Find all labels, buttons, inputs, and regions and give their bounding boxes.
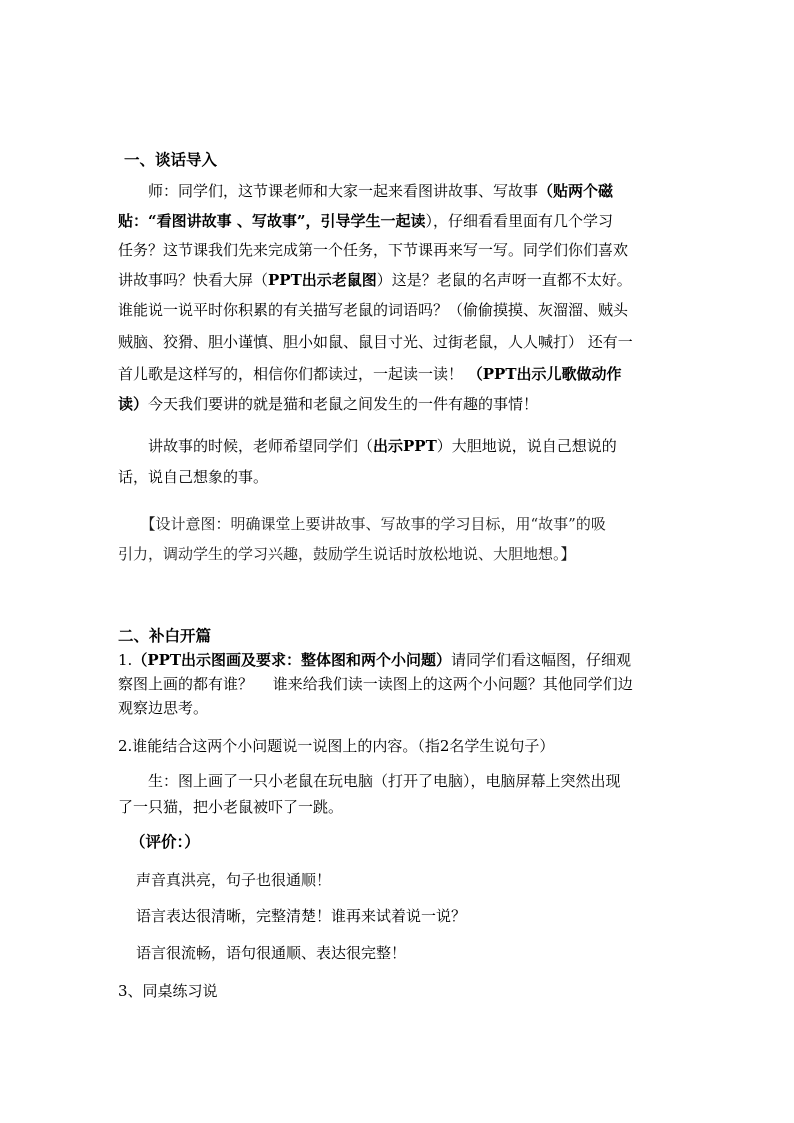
- evaluation-label: （评价：）: [130, 832, 200, 851]
- evaluation-line-2: 语言表达很清晰，完整清楚！谁再来试着说一说？: [136, 907, 467, 925]
- para1-line-8: 读）今天我们要讲的就是猫和老鼠之间发生的一件有趣的事情！: [118, 395, 539, 413]
- para1-line-5: 谁能说一说平时你积累的有关描写老鼠的词语吗？（偷偷摸摸、灰溜溜、贼头: [118, 301, 629, 319]
- para2-line-2: 话，说自己想象的事。: [118, 468, 269, 486]
- item1-line-3: 观察边思考。: [118, 699, 209, 717]
- para1-line-7: 首儿歌是这样写的，相信你们都读过，一起读一读！ （PPT出示儿歌做动作: [118, 365, 622, 383]
- evaluation-line-1: 声音真洪亮，句子也很通顺！: [136, 871, 332, 889]
- section-heading-2: 二、补白开篇: [118, 626, 212, 645]
- item1-line-2: 察图上画的都有谁？ 谁来给我们读一读图上的这两个小问题？其他同学们边: [118, 675, 633, 693]
- para2-line-1: 讲故事的时候，老师希望同学们（出示PPT）大胆地说，说自己想说的: [118, 437, 617, 455]
- design-note-line-2: 引力，调动学生的学习兴趣，鼓励学生说话时放松地说、大胆地想。】: [118, 545, 576, 563]
- section-heading-1: 一、谈话导入: [124, 150, 218, 169]
- evaluation-line-3: 语言很流畅，语句很通顺、表达很完整！: [136, 944, 407, 962]
- para1-line-4: 讲故事吗？快看大屏（PPT出示老鼠图）这是？老鼠的名声呀一直都不太好。: [118, 271, 632, 289]
- item1-line-1: 1.（PPT出示图画及要求：整体图和两个小问题）请同学们看这幅图，仔细观: [118, 651, 632, 669]
- para1-line-1: 师：同学们，这节课老师和大家一起来看图讲故事、写故事（贴两个磁: [118, 182, 614, 200]
- para1-line-6: 贼脑、狡猾、胆小谨慎、胆小如鼠、鼠目寸光、过街老鼠，人人喊打） 还有一: [118, 333, 633, 351]
- item2-line: 2.谁能结合这两个小问题说一说图上的内容。（指2名学生说句子）: [118, 737, 555, 755]
- student-answer-line-1: 生：图上画了一只小老鼠在玩电脑（打开了电脑），电脑屏幕上突然出现: [118, 772, 621, 790]
- design-note-line-1: 【设计意图：明确课堂上要讲故事、写故事的学习目标，用“故事”的吸: [118, 515, 606, 533]
- item3-line: 3、同桌练习说: [118, 982, 218, 1000]
- student-answer-line-2: 了一只猫，把小老鼠被吓了一跳。: [118, 798, 344, 816]
- para1-line-3: 任务？这节课我们先来完成第一个任务，下节课再来写一写。同学们你们喜欢: [118, 241, 629, 259]
- para1-line-2: 贴：“看图讲故事 、写故事”，引导学生一起读），仔细看看里面有几个学习: [118, 212, 613, 230]
